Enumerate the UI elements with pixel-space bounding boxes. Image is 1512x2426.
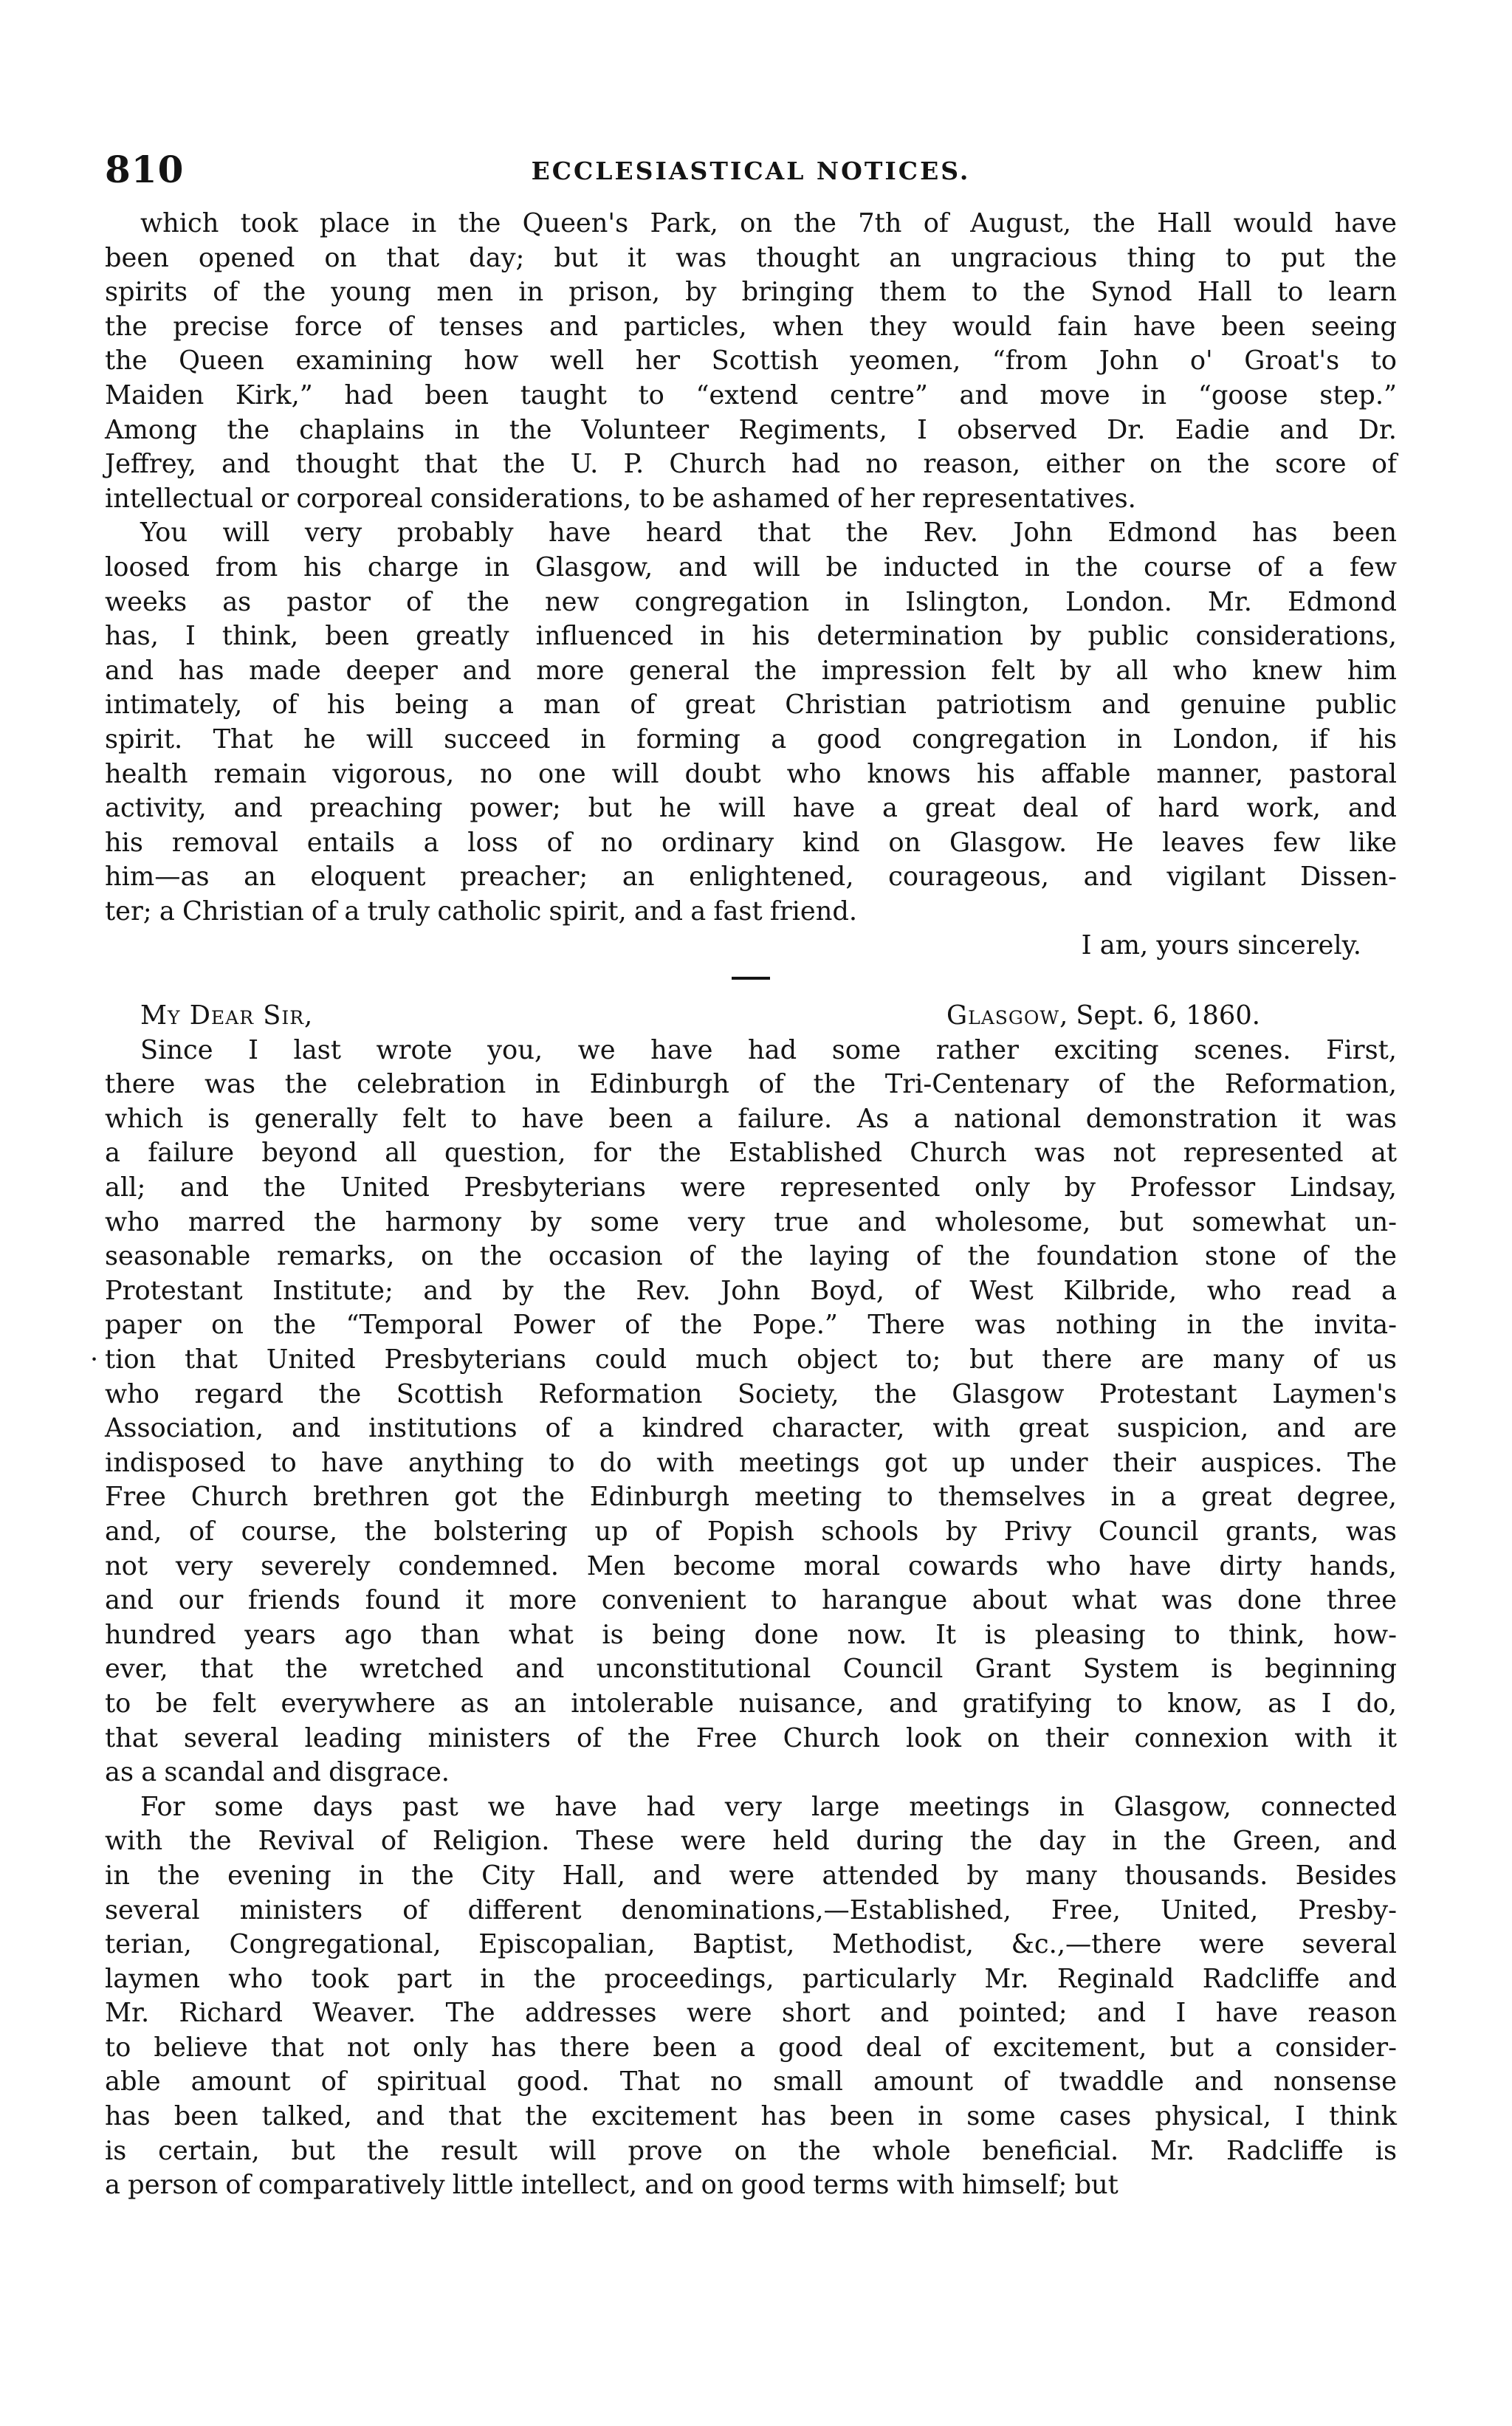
text-line: who regard the Scottish Reformation Society, the Glasgow Protestant Laymen's bbox=[105, 1378, 1397, 1409]
text-line: to believe that not only has there been a good deal of excitement, but a consider- bbox=[105, 2032, 1397, 2063]
letter2-heading bbox=[105, 999, 1397, 1034]
letter1-closing: I am, yours sincerely. bbox=[1081, 930, 1361, 961]
letter1-paragraph-2 bbox=[105, 516, 1397, 929]
text-line: is certain, but the result will prove on the whole beneficial. Mr. Radcliffe is bbox=[105, 2135, 1397, 2166]
text-line: loosed from his charge in Glasgow, and will be inducted in the course of a few bbox=[105, 551, 1397, 583]
text-line: with the Revival of Religion. These were held during the day in the Green, and bbox=[105, 1826, 1397, 1857]
running-title: ECCLESIASTICAL NOTICES. bbox=[531, 157, 971, 185]
running-header bbox=[105, 148, 1397, 207]
text-line: spirit. That he will succeed in forming a good congregation in London, if his bbox=[105, 724, 1397, 755]
text-line: has been talked, and that the excitement has been in some cases physical, I think bbox=[105, 2101, 1397, 2132]
text-line: and, of course, the bolstering up of Popish schools by Privy Council grants, was bbox=[105, 1516, 1397, 1547]
text-line: not very severely condemned. Men become moral cowards who have dirty hands, bbox=[105, 1550, 1397, 1581]
text-line: activity, and preaching power; but he will have a great deal of hard work, and bbox=[105, 793, 1397, 824]
text-line: health remain vigorous, no one will doubt who knows his affable manner, pastoral bbox=[105, 758, 1397, 789]
text-line: which took place in the Queen's Park, on the 7th of August, the Hall would have bbox=[140, 208, 1397, 238]
text-line: to be felt everywhere as an intolerable nuisance, and gratifying to know, as I do, bbox=[105, 1688, 1397, 1719]
salutation: My Dear Sir, bbox=[140, 1000, 314, 1031]
text-line: intimately, of his being a man of great Christian patriotism and genuine public bbox=[105, 690, 1397, 721]
text-line: intellectual or corporeal considerations, to be ashamed of her representatives. bbox=[105, 483, 1136, 514]
text-line: that several leading ministers of the Free Church look on their connexion with it bbox=[105, 1722, 1397, 1753]
text-line: ever, that the wretched and unconstitutional Council Grant System is beginning bbox=[105, 1654, 1397, 1685]
text-line: Maiden Kirk,” had been taught to “extend centre” and move in “goose step.” bbox=[105, 379, 1397, 410]
letter1-paragraph-1 bbox=[105, 207, 1397, 516]
text-line: weeks as pastor of the new congregation in Islington, London. Mr. Edmond bbox=[105, 586, 1397, 617]
text-line: Protestant Institute; and by the Rev. John Boyd, of West Kilbride, who read a bbox=[105, 1275, 1397, 1306]
text-line: ter; a Christian of a truly catholic spirit, and a fast friend. bbox=[105, 896, 858, 927]
text-line: who marred the harmony by some very true and wholesome, but somewhat un- bbox=[105, 1206, 1397, 1237]
text-line: his removal entails a loss of no ordinary kind on Glasgow. He leaves few like bbox=[105, 827, 1397, 858]
text-line: as a scandal and disgrace. bbox=[105, 1757, 450, 1788]
text-line: the precise force of tenses and particles, when they would fain have been seeing bbox=[105, 311, 1397, 342]
text-line: indisposed to have anything to do with meetings got up under their auspices. The bbox=[105, 1447, 1397, 1478]
text-line: able amount of spiritual good. That no small amount of twaddle and nonsense bbox=[105, 2066, 1397, 2097]
text-line: paper on the “Temporal Power of the Pope.” There was nothing in the invita- bbox=[105, 1310, 1397, 1341]
text-line: Association, and institutions of a kindred character, with great suspicion, and are bbox=[105, 1413, 1397, 1444]
text-line: in the evening in the City Hall, and were attended by many thousands. Besides bbox=[105, 1860, 1397, 1891]
text-line: tion that United Presbyterians could much object to; but there are many of us bbox=[105, 1344, 1397, 1375]
dateline bbox=[946, 999, 1260, 1034]
text-line: a person of comparatively little intellect, and on good terms with himself; but bbox=[105, 2170, 1118, 2201]
document-page bbox=[90, 148, 1397, 2203]
text-line: Free Church brethren got the Edinburgh meeting to themselves in a great degree, bbox=[105, 1482, 1397, 1513]
text-line: all; and the United Presbyterians were represented only by Professor Lindsay, bbox=[105, 1172, 1397, 1203]
text-line: hundred years ago than what is being done now. It is pleasing to think, how- bbox=[105, 1619, 1397, 1650]
margin-mark: · bbox=[90, 1344, 99, 1375]
text-line: terian, Congregational, Episcopalian, Baptist, Methodist, &c.,—there were several bbox=[105, 1929, 1397, 1960]
section-divider bbox=[732, 977, 770, 980]
text-line: been opened on that day; but it was thought an ungracious thing to put the bbox=[105, 242, 1397, 273]
page-number: 810 bbox=[105, 148, 185, 191]
text-line: which is generally felt to have been a failure. As a national demonstration it was bbox=[105, 1103, 1397, 1134]
text-line: spirits of the young men in prison, by bringing them to the Synod Hall to learn bbox=[105, 277, 1397, 308]
text-line: You will very probably have heard that the Rev. John Edmond has been bbox=[140, 518, 1397, 549]
letter2-paragraph-2 bbox=[105, 1790, 1397, 2203]
text-line: him—as an eloquent preacher; an enlightened, courageous, and vigilant Dissen- bbox=[105, 862, 1397, 893]
text-line: Since I last wrote you, we have had some rather exciting scenes. First, bbox=[140, 1034, 1397, 1065]
text-line: there was the celebration in Edinburgh of the Tri-Centenary of the Reformation, bbox=[105, 1069, 1397, 1100]
text-line: the Queen examining how well her Scottish yeomen, “from John o' Groat's to bbox=[105, 346, 1397, 377]
letter2-paragraph-1 bbox=[90, 1034, 1397, 1790]
text-line: seasonable remarks, on the occasion of the laying of the foundation stone of the bbox=[105, 1241, 1397, 1272]
text-line: several ministers of different denominations,—Established, Free, United, Presby- bbox=[105, 1894, 1397, 1925]
dateline-place: Glasgow bbox=[946, 1000, 1060, 1031]
dateline-date: , Sept. 6, 1860. bbox=[1059, 1000, 1260, 1031]
text-line: Jeffrey, and thought that the U. P. Church had no reason, either on the score of bbox=[105, 449, 1397, 480]
text-line: and our friends found it more convenient to harangue about what was done three bbox=[105, 1585, 1397, 1616]
text-line: a failure beyond all question, for the Established Church was not represented at bbox=[105, 1138, 1397, 1169]
text-line: laymen who took part in the proceedings, particularly Mr. Reginald Radcliffe and bbox=[105, 1963, 1397, 1994]
text-line: Among the chaplains in the Volunteer Regiments, I observed Dr. Eadie and Dr. bbox=[105, 414, 1397, 445]
text-line: and has made deeper and more general the impression felt by all who knew him bbox=[105, 655, 1397, 686]
text-line: has, I think, been greatly influenced in his determination by public considerations, bbox=[105, 621, 1397, 652]
text-line: For some days past we have had very large meetings in Glasgow, connected bbox=[140, 1791, 1397, 1822]
text-line: Mr. Richard Weaver. The addresses were short and pointed; and I have reason bbox=[105, 1998, 1397, 2029]
